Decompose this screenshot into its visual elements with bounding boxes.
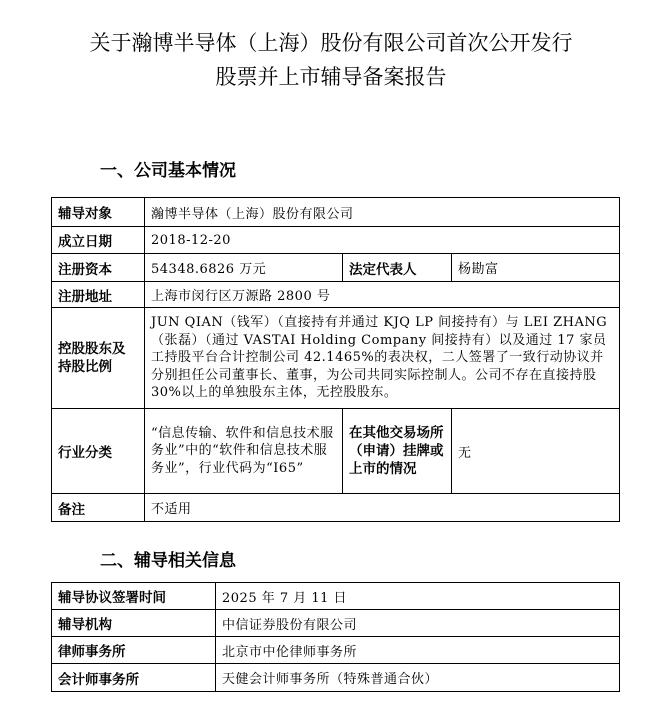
sign-time-label: 辅导协议签署时间 bbox=[52, 583, 216, 610]
section-2-heading: 二、辅导相关信息 bbox=[100, 551, 236, 571]
target-label: 辅导对象 bbox=[52, 198, 145, 227]
target-value: 瀚博半导体（上海）股份有限公司 bbox=[145, 198, 620, 227]
capital-value: 54348.6826 万元 bbox=[145, 254, 343, 282]
legal-rep-label: 法定代表人 bbox=[343, 254, 452, 282]
remark-label: 备注 bbox=[52, 494, 145, 522]
sign-time-value: 2025 年 7 月 11 日 bbox=[216, 583, 620, 610]
law-firm-label: 律师事务所 bbox=[52, 637, 216, 664]
other-exchange-value: 无 bbox=[452, 409, 620, 494]
founded-value: 2018-12-20 bbox=[145, 227, 620, 254]
controller-label: 控股股东及持股比例 bbox=[52, 308, 145, 409]
address-label: 注册地址 bbox=[52, 282, 145, 308]
agency-label: 辅导机构 bbox=[52, 610, 216, 637]
title-line-2: 股票并上市辅导备案报告 bbox=[215, 65, 447, 89]
address-value: 上海市闵行区万源路 2800 号 bbox=[145, 282, 620, 308]
founded-label: 成立日期 bbox=[52, 227, 145, 254]
industry-value: “信息传输、软件和信息技术服务业”中的“软件和信息技术服务业”，行业代码为“I65” bbox=[145, 409, 343, 494]
law-firm-value: 北京市中伦律师事务所 bbox=[216, 637, 620, 664]
company-info-table bbox=[51, 197, 620, 522]
legal-rep-value: 杨勘富 bbox=[452, 254, 620, 282]
capital-label: 注册资本 bbox=[52, 254, 145, 282]
agency-value: 中信证券股份有限公司 bbox=[216, 610, 620, 637]
accounting-value: 天健会计师事务所（特殊普通合伙） bbox=[216, 664, 620, 692]
industry-label: 行业分类 bbox=[52, 409, 145, 494]
tutoring-info-table bbox=[51, 582, 620, 692]
remark-value: 不适用 bbox=[145, 494, 620, 522]
accounting-label: 会计师事务所 bbox=[52, 664, 216, 692]
title-line-1: 关于瀚博半导体（上海）股份有限公司首次公开发行 bbox=[89, 31, 573, 55]
section-1-heading: 一、公司基本情况 bbox=[100, 161, 236, 181]
other-exchange-label: 在其他交易场所（申请）挂牌或上市的情况 bbox=[343, 409, 452, 494]
controller-value: JUN QIAN（钱军）（直接持有并通过 KJQ LP 间接持有）与 LEI ZHANG（张磊）（通过 VASTAI Holding Company 间接持有）以及通过 17 家员工持股平台合计控制公司 42.1465%的表决权，二人签署了一致行动协议并分别担任公司董事长、董事，为公司共同实际控制人。公司不存在直接持股 30%以上的单独股东主体，无控股股东。 bbox=[145, 308, 620, 409]
document-title bbox=[0, 26, 662, 94]
